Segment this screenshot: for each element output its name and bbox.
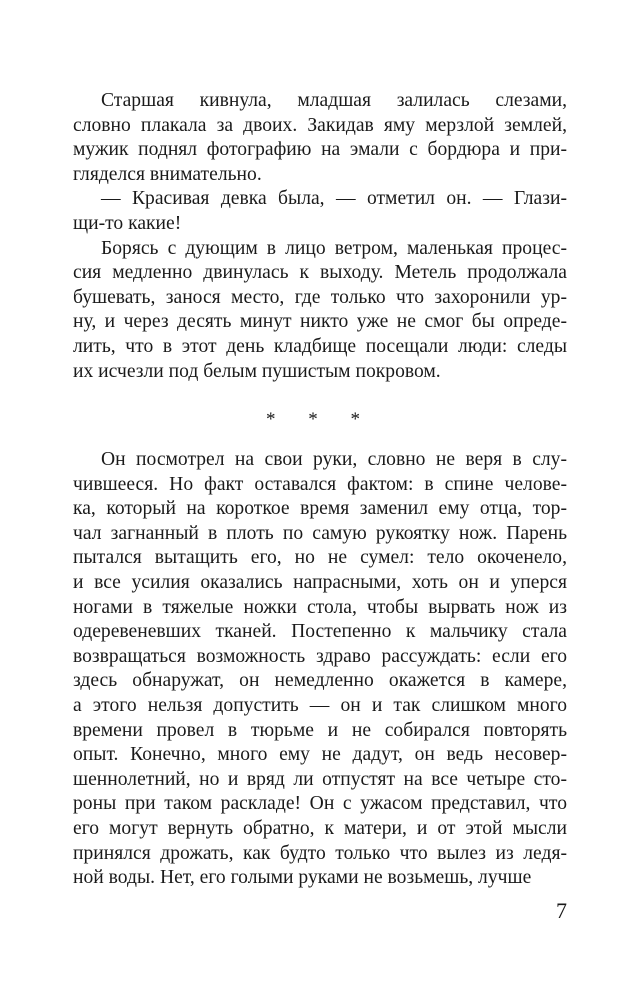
paragraph [73, 448, 567, 891]
paragraph [73, 187, 567, 236]
text-line: бушевать, занося место, где только что захоронили ур- [73, 286, 567, 308]
text-line: ногами в тяжелые ножки стола, чтобы вырвать нож из [73, 596, 567, 618]
text-line: гляделся внимательно. [73, 163, 262, 185]
text-line: шеннолетний, но и вряд ли отпустят на все четыре сто- [73, 768, 567, 790]
text-block-top [73, 89, 567, 384]
text-line: ной воды. Нет, его голыми руками не возьмешь, лучше [73, 867, 532, 889]
text-line: ка, который на короткое время заменил ему отца, тор- [73, 498, 567, 520]
text-line: чившееся. Но факт оставался фактом: в спине челове- [73, 473, 567, 495]
text-line: мужик поднял фотографию на эмали с бордюра и при- [73, 139, 567, 161]
text-line: Борясь с дующим в лицо ветром, маленькая процес- [101, 237, 567, 259]
text-line: лить, что в этот день кладбище посещали люди: следы [73, 335, 567, 357]
text-line: и все усилия оказались напрасными, хоть он и уперся [73, 571, 567, 593]
text-line: принялся дрожать, как будто только что вылез из ледя- [73, 842, 567, 864]
text-line: опыт. Конечно, много ему не дадут, он ведь несовер- [73, 744, 567, 766]
text-line: — Красивая девка была, — отметил он. — Глази- [101, 188, 567, 210]
text-line: а этого нельзя допустить — он и так слишком много [73, 694, 567, 716]
text-block-bottom [73, 448, 567, 891]
text-line: ну, и через десять минут никто уже не смог бы опреде- [73, 311, 567, 333]
text-line: возвращаться возможность здраво рассуждать: если его [73, 645, 567, 667]
text-line: Старшая кивнула, младшая залилась слезами, [101, 90, 567, 111]
text-line: одеревеневших тканей. Постепенно к мальчику стала [73, 621, 567, 643]
section-separator: * * * [266, 409, 374, 430]
paragraph [73, 89, 567, 187]
text-line: его могут вернуть обратно, к матери, и от этой мысли [73, 817, 567, 839]
text-line: словно плакала за двоих. Закидав яму мерзлой землей, [73, 114, 567, 136]
text-line: здесь обнаружат, он немедленно окажется в камере, [73, 670, 567, 692]
text-line: времени провел в тюрьме и не собирался повторять [73, 719, 567, 741]
text-line: сия медленно двинулась к выходу. Метель продолжала [73, 262, 567, 284]
text-line: Он посмотрел на свои руки, словно не веря в слу- [101, 449, 567, 470]
paragraph [73, 237, 567, 385]
page-number: 7 [556, 898, 567, 923]
text-line: роны при таком раскладе! Он с ужасом представил, что [73, 793, 567, 815]
text-line: чал загнанный в плоть по самую рукоятку нож. Парень [73, 522, 567, 544]
text-line: пытался вытащить его, но не сумел: тело окоченело, [73, 547, 567, 569]
text-line: их исчезли под белым пушистым покровом. [73, 360, 441, 382]
text-line: щи-то какие! [73, 212, 182, 234]
